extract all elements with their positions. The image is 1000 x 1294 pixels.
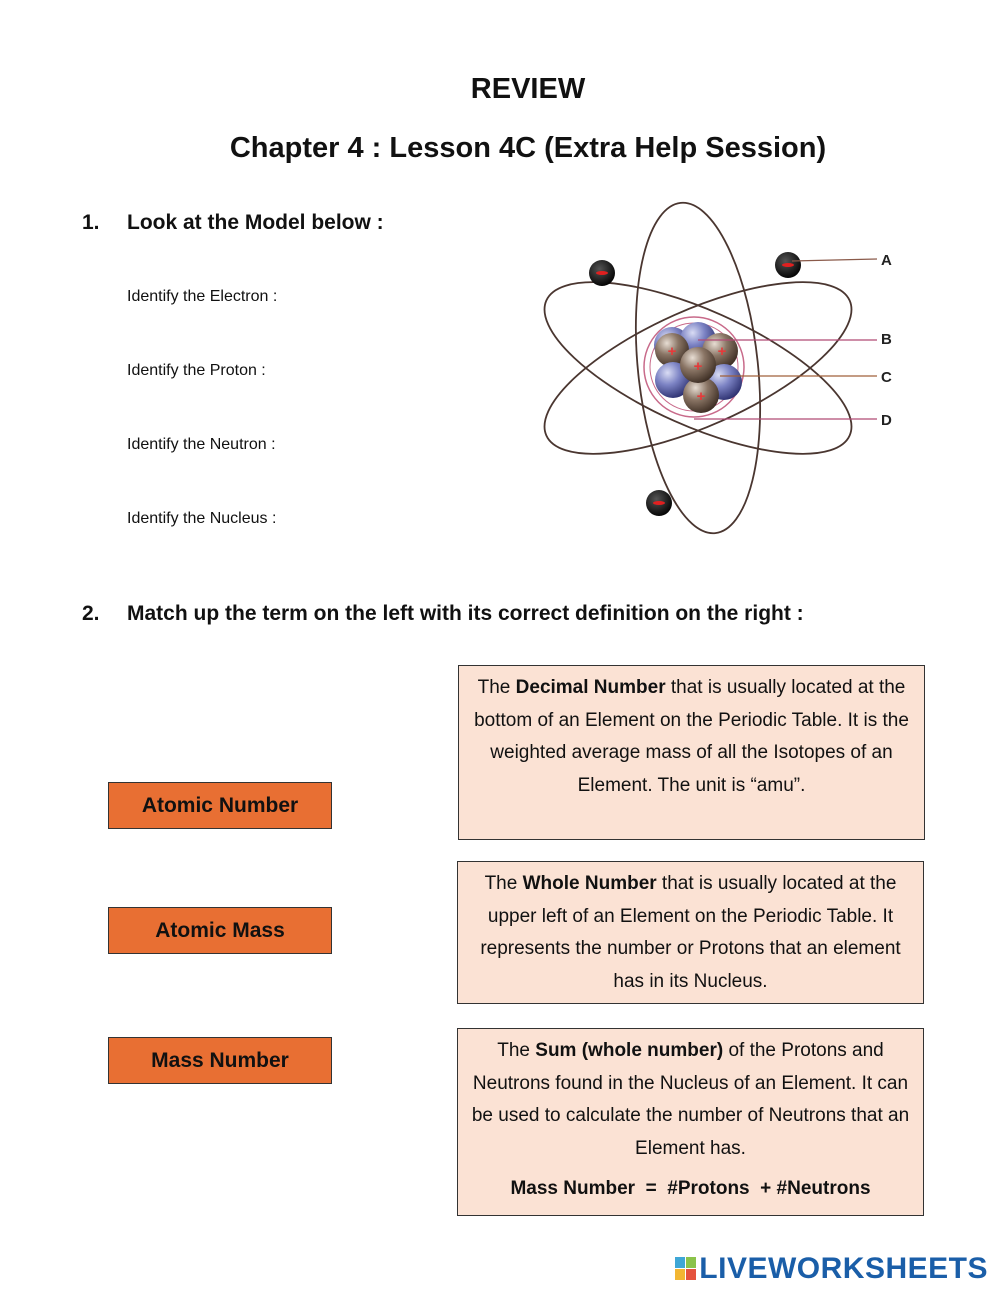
term-atomic-mass[interactable]: Atomic Mass [108, 907, 332, 954]
liveworksheets-logo-icon [675, 1257, 697, 1281]
definition-text: that is usually located at the bottom of an Element on the Periodic Table. It is the weighted average mass of all the Isotopes of an Element. The unit is “amu”. [474, 677, 909, 796]
definition-keyword: Sum (whole number) [535, 1040, 724, 1061]
definition-text: that is usually located at the upper left of an Element on the Periodic Table. It represents the number or Protons that an element has in its Nucleus. [480, 873, 901, 992]
diagram-label-b: B [881, 331, 892, 348]
question-1-number: 1. [82, 211, 100, 234]
diagram-label-d: D [881, 412, 892, 429]
proton-plus-sign: + [696, 388, 706, 405]
definition-keyword: Decimal Number [515, 677, 666, 698]
atom-diagram [530, 195, 910, 545]
liveworksheets-logo[interactable] [675, 1252, 988, 1286]
question-2-number: 2. [82, 602, 100, 625]
definition-prefix: The [484, 873, 523, 894]
prompt-electron: Identify the Electron : [127, 288, 278, 305]
definition-box-decimal-number[interactable] [458, 665, 925, 840]
prompt-nucleus: Identify the Nucleus : [127, 510, 277, 527]
proton-plus-sign: + [667, 343, 677, 360]
definition-box-whole-number[interactable] [457, 861, 924, 1004]
mass-number-formula: Mass Number = #Protons + #Neutrons [510, 1178, 871, 1199]
diagram-label-c: C [881, 369, 892, 386]
proton-plus-sign: + [693, 358, 703, 375]
prompt-neutron: Identify the Neutron : [127, 436, 276, 453]
definition-keyword: Whole Number [522, 873, 657, 894]
definition-prefix: The [497, 1040, 536, 1061]
term-mass-number[interactable]: Mass Number [108, 1037, 332, 1084]
question-1-text: Look at the Model below : [127, 211, 384, 234]
question-2-text: Match up the term on the left with its correct definition on the right : [127, 602, 804, 625]
definition-text: of the Protons and Neutrons found in the Nucleus of an Element. It can be used to calculate the number of Neutrons that an Element has. [471, 1040, 910, 1159]
liveworksheets-logo-text: LIVEWORKSHEETS [699, 1252, 988, 1285]
diagram-label-a: A [881, 252, 892, 269]
term-atomic-number[interactable]: Atomic Number [108, 782, 332, 829]
definition-box-sum[interactable] [457, 1028, 924, 1216]
proton-plus-sign: + [717, 343, 727, 360]
pointer-line-a [792, 259, 877, 261]
prompt-proton: Identify the Proton : [127, 362, 266, 379]
page-subtitle: Chapter 4 : Lesson 4C (Extra Help Session) [229, 132, 827, 164]
definition-prefix: The [477, 677, 516, 698]
page-title: REVIEW [470, 73, 586, 105]
